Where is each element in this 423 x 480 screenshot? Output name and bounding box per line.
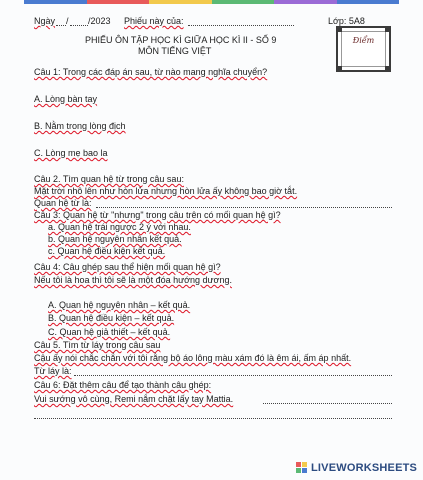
year-label: /2023 <box>88 16 111 26</box>
q5-prompt: Câu 5. Tìm từ láy trong câu sau <box>34 340 161 350</box>
corner-ornament <box>336 26 342 32</box>
liveworksheets-icon <box>296 462 308 474</box>
bar-seg <box>149 0 212 4</box>
q2-answer-blank[interactable] <box>96 207 392 208</box>
q4-option-b[interactable]: B. Quan hệ điều kiện – kết quả. <box>48 313 175 323</box>
q6-sentence: Vui sướng vô cùng, Remi nắm chặt lấy tay Mattia. <box>34 394 234 404</box>
top-color-bar <box>24 0 399 4</box>
q2-prompt: Câu 2. Tìm quan hệ từ trong câu sau: <box>34 174 184 184</box>
q1-option-c[interactable]: C. Lòng mẹ bao la <box>34 148 108 158</box>
class-label: Lớp: 5A8 <box>328 16 365 26</box>
day-blank[interactable] <box>56 25 66 26</box>
q5-answer-label: Từ láy là: <box>34 366 72 376</box>
liveworksheets-logo <box>296 462 417 474</box>
q6-prompt: Câu 6: Đặt thêm câu để tạo thành câu ghép: <box>34 380 212 390</box>
corner-ornament <box>336 66 342 72</box>
q3-prompt: Câu 3: Quan hệ từ "nhưng" trong câu trên có mối quan hệ gì? <box>34 210 281 220</box>
bar-seg <box>24 0 87 4</box>
q6-answer-blank-2[interactable] <box>34 418 392 419</box>
date-label: Ngày <box>34 16 56 26</box>
bar-seg <box>337 0 400 4</box>
q4-sentence: Nếu tôi là hoa thì tôi sẽ là một đóa hướng dương. <box>34 275 232 285</box>
q4-option-a[interactable]: A. Quan hệ nguyên nhân – kết quả. <box>48 300 191 310</box>
q3-option-a[interactable]: a. Quan hệ trái ngược 2 ý với nhau. <box>48 222 191 232</box>
q5-answer-blank[interactable] <box>74 375 392 376</box>
q1-option-b[interactable]: B. Nằm trong lòng địch <box>34 121 126 131</box>
title-line-1: PHIẾU ÔN TẬP HỌC KÌ GIỮA HỌC KÌ II - SỐ 9 <box>85 35 277 45</box>
date-slash: / <box>66 16 69 26</box>
q1-prompt: Câu 1: Trong các đáp án sau, từ nào mang nghĩa chuyển? <box>34 67 268 77</box>
q2-sentence: Mặt trời nhô lên như hòn lửa nhưng hòn lửa ấy không bao giờ tắt. <box>34 186 298 196</box>
score-box <box>336 26 391 72</box>
bar-seg <box>87 0 150 4</box>
q3-option-c[interactable]: c. Quan hệ điều kiện kết quả. <box>48 246 166 256</box>
corner-ornament <box>385 26 391 32</box>
q4-prompt: Câu 4: Câu ghép sau thể hiện mối quan hệ gì? <box>34 262 221 272</box>
q4-option-c[interactable]: C. Quan hệ giả thiết – kết quả. <box>48 327 171 337</box>
q1-option-a[interactable]: A. Lòng bàn tay <box>34 94 98 104</box>
q6-answer-blank-1[interactable] <box>263 403 392 404</box>
owner-blank[interactable] <box>188 25 294 26</box>
q2-answer-label: Quan hệ từ là: <box>34 198 92 208</box>
month-blank[interactable] <box>70 25 88 26</box>
owner-label: Phiếu này của: <box>124 16 184 26</box>
q3-option-b[interactable]: b. Quan hệ nguyên nhân kết quả. <box>48 234 182 244</box>
title-line-2: MÔN TIẾNG VIỆT <box>138 46 212 56</box>
bar-seg <box>212 0 275 4</box>
brand-name: LIVEWORKSHEETS <box>311 462 418 474</box>
score-label: Điểm <box>352 36 375 45</box>
bar-seg <box>274 0 337 4</box>
q5-sentence: Cậu ấy nói chắc chắn với tôi rằng bộ áo lông màu xám đó là êm ái, ấm áp nhất. <box>34 353 352 363</box>
corner-ornament <box>385 66 391 72</box>
